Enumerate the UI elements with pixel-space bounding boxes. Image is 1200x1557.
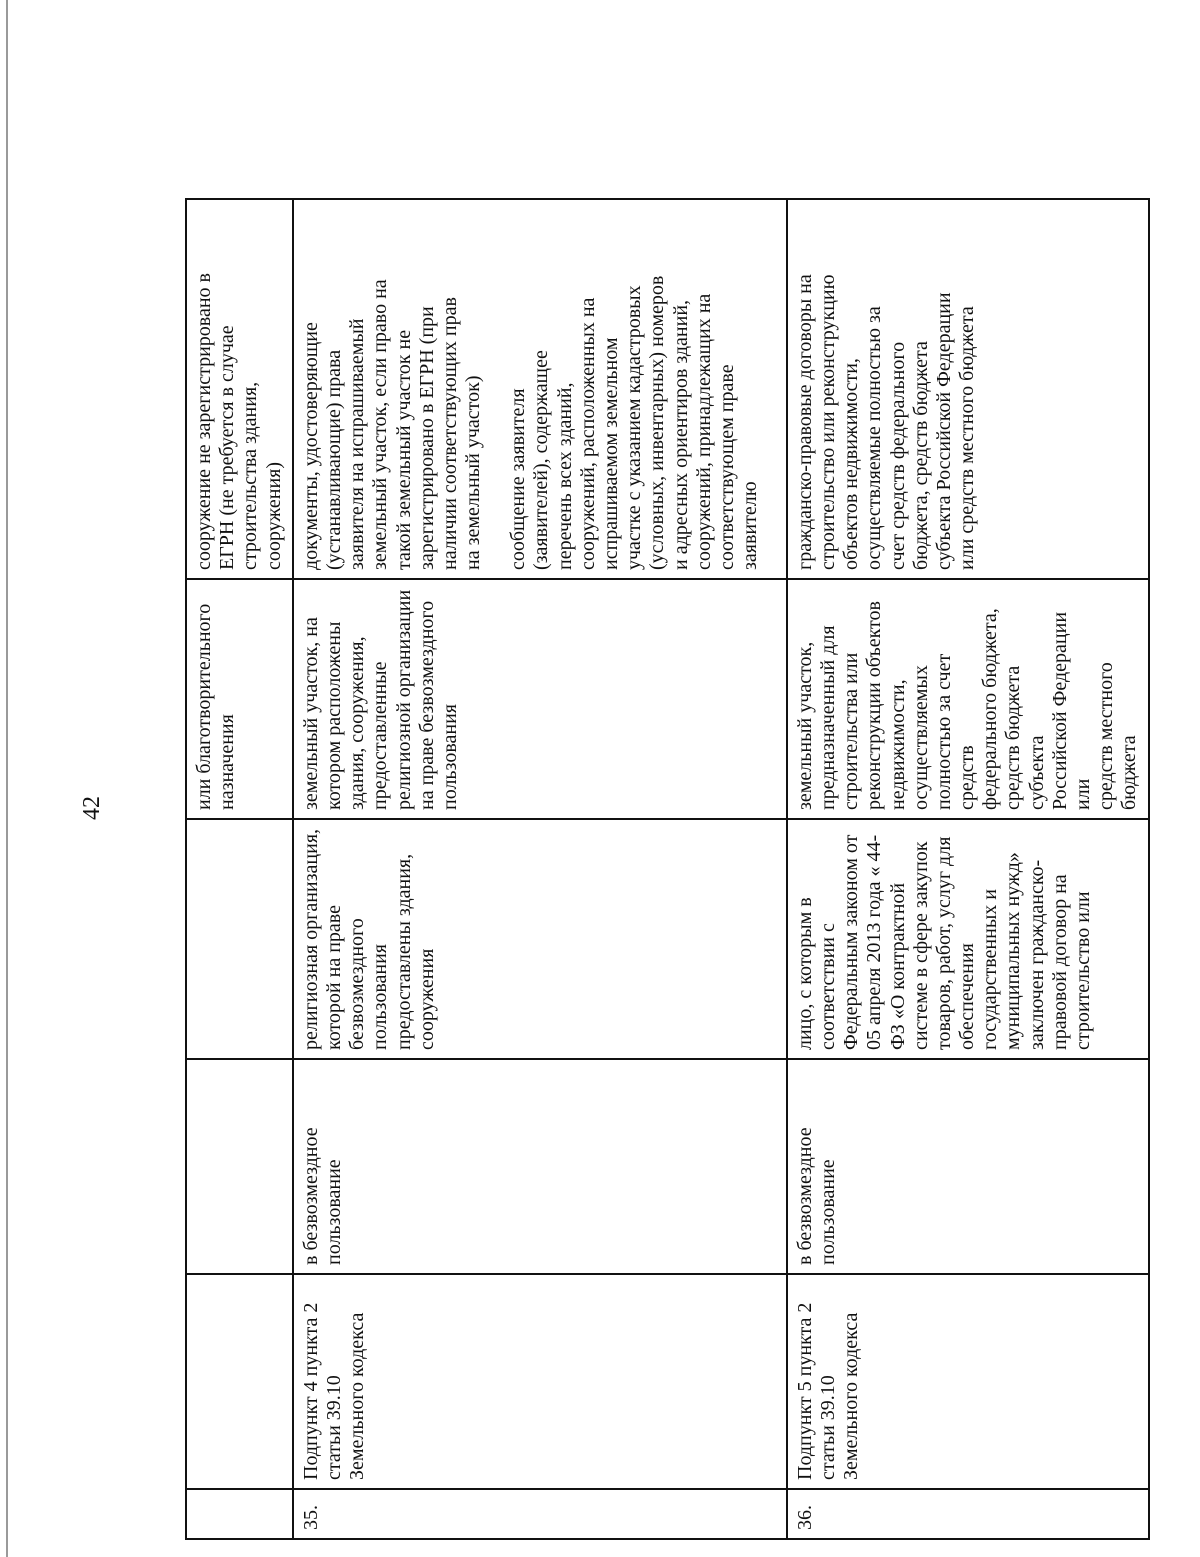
cell-documents: [293, 199, 787, 579]
cell-land-plot: земельный участок, на котором расположены здания, сооружения, предоставленные религиозной организации на праве безвозмездного пользования: [293, 579, 787, 819]
cell-land-plot: земельный участок, предназначенный для строительства или реконструкции объектов недвижимости, осуществляемых полностью за счет средств федерального бюджета, средств бюджета субъекта Российской Федерации или средств местного бюджета: [787, 579, 1149, 819]
cell-documents: сооружение не зарегистрировано в ЕГРН (не требуется в случае строительства здания, сооружения): [186, 199, 293, 579]
cell-documents: гражданско-правовые договоры на строительство или реконструкцию объектов недвижимости, осуществляемые полностью за счет средств федерального бюджета, средств бюджета субъекта Российской Федерации или средств местного бюджета: [787, 199, 1149, 579]
cell-land-plot: или благотворительного назначения: [186, 579, 293, 819]
cell-recipient: лицо, с которым в соответствии с Федеральным законом от 05 апреля 2013 года « 44- ФЗ «О контрактной системе в сфере закупок товаров, работ, услуг для обеспечения государственных и муниципальных нужд» заключен гражданско- правовой договор на строительство или: [787, 819, 1149, 1059]
cell-row-number: 36.: [787, 1489, 1149, 1539]
documents-paragraph: документы, удостоверяющие (устанавливающие) права заявителя на испрашиваемый земельный участок, если право на такой земельный участок не зарегистрировано в ЕГРН (при наличии соответствующих прав на земельный участок): [299, 279, 485, 570]
cell-right-type: в безвозмездное пользование: [293, 1059, 787, 1274]
cell-empty: [186, 1274, 293, 1489]
cell-recipient: религиозная организация, которой на праве безвозмездного пользования предоставлены здания, сооружения: [293, 819, 787, 1059]
cell-legal-basis: Подпункт 4 пункта 2 статьи 39.10 Земельного кодекса: [293, 1274, 787, 1489]
table-row: [293, 199, 787, 1539]
scan-edge: [6, 0, 8, 1557]
table-row-continuation: [186, 199, 293, 1539]
cell-empty: [186, 1489, 293, 1539]
cell-empty: [186, 1059, 293, 1274]
cell-right-type: в безвозмездное пользование: [787, 1059, 1149, 1274]
table-row: [787, 199, 1149, 1539]
cell-legal-basis: Подпункт 5 пункта 2 статьи 39.10 Земельного кодекса: [787, 1274, 1149, 1489]
cell-empty: [186, 819, 293, 1059]
document-page: [185, 200, 1190, 1540]
documents-paragraph: сообщение заявителя (заявителей), содержащее перечень всех зданий, сооружений, расположенных на испрашиваемом земельном участке с указанием кадастровых (условных, инвентарных) номеров и адресных ориентиров зданий, сооружений, принадлежащих на соответствующем праве заявителю: [507, 275, 762, 570]
land-provision-table: [185, 198, 1150, 1540]
page-number: 42: [79, 796, 105, 820]
cell-row-number: 35.: [293, 1489, 787, 1539]
